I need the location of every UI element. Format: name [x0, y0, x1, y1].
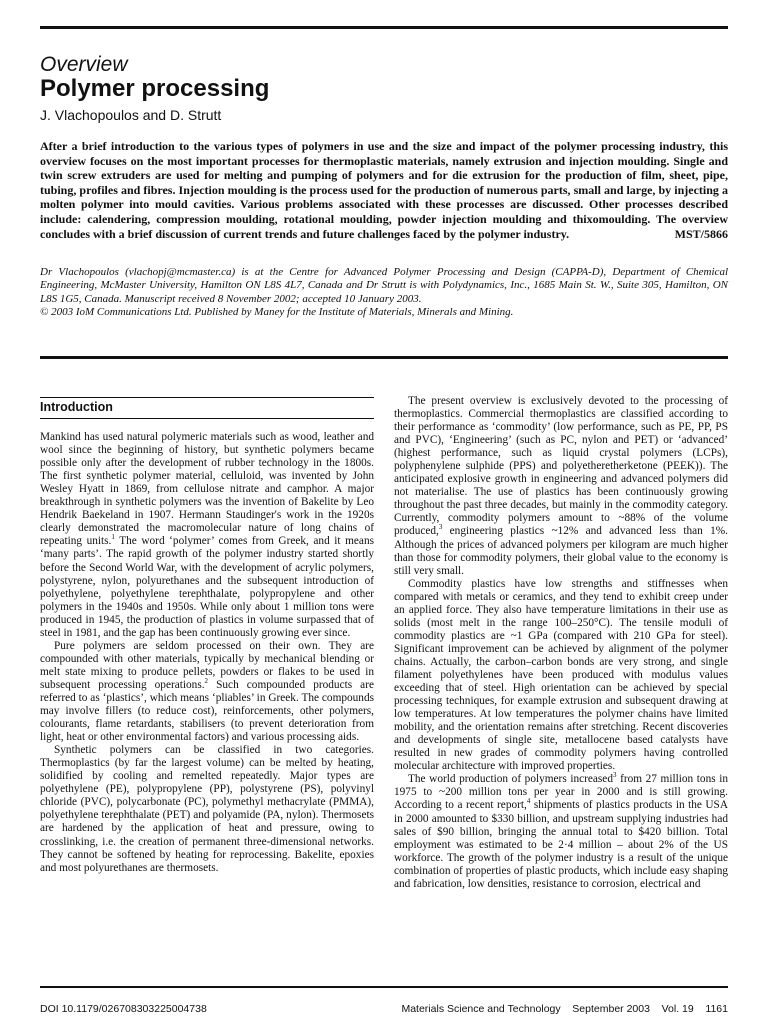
section-heading-introduction: Introduction [40, 400, 113, 414]
author-affiliation [40, 266, 728, 320]
paragraph: The present overview is exclusively devoted to the processing of thermoplastics. Commercial thermoplastics are classified according to their performance as ‘commodity’ (low performance, such as PE, PP, PS and PVC), ‘Engineering’ (such as PC, nylon and PET) or ‘advanced’ (highest performance, such as liquid crystal polymers (LCPs), polyphenylene sulphide (PPS) and polyetheretherketone (PEEK)). The anticipated explosive growth in engineering and advanced polymers did not materialise. The use of plastics has been continuously growing throughout the past three decades, but mainly in the commodity category. Currently, commodity polymers amount to ~88% of the volume produced,$^3$ engineering plastics ~12% and advanced less than 1%. Although the prices of advanced polymers per kilogram are much higher than those for commodity polymers, their global value to the economy is still very small. [394, 395, 728, 577]
paragraph: Synthetic polymers can be classified in two categories. Thermoplastics (by far the largest volume) can be melted by heating, solidified by cooling and remelted repeatedly. Major types are polyethylene (PE), polypropylene (PP), polystyrene (PS), polyvinyl chloride (PVC), polycarbonate (PC), polymethyl methacrylate (PMMA), polyethylene terephthalate (PET) and polyamide (PA, nylon). Thermosets are hardened by the application of heat and pressure, owing to crosslinking, i.e. the creation of permanent three-dimensional networks. They cannot be softened by heating for reprocessing. Bakelite, epoxies and most polyurethanes are thermosets. [40, 744, 374, 874]
journal-name: Materials Science and Technology [401, 1003, 561, 1015]
citation-ref[interactable]: 2 [204, 677, 209, 686]
page-number: 1161 [705, 1003, 728, 1015]
abstract-text: After a brief introduction to the various types of polymers in use and the size and impact of the polymer processing industry, this overview focuses on the most important processes for thermoplastic materials, namely extrusion and injection moulding. Single and twin screw extruders are used for melting and pumping of polymers and for die extrusion for the production of film, sheet, pipe, tubing, profiles and fibres. Injection moulding is the process used for the production of numerous parts, small and large, by injecting a molten polymer into mould cavities. Various problems associated with these processes are discussed. Other processes described include: calendering, compression moulding, rotational moulding, powder injection moulding and thixomoulding. The overview concludes with a brief discussion of current trends and future challenges faced by the polymer industry. [40, 139, 728, 241]
page-footer [40, 1003, 728, 1016]
citation-ref[interactable]: 1 [111, 533, 115, 542]
paragraph: The world production of polymers increased$^3$ from 27 million tons in 1975 to ~200 million tons per year in 2000 and is still growing. According to a recent report,$^4$ shipments of plastics products in the USA in 2000 amounted to $330 billion, and upstream supplying industries had sales of $90 billion, bringing the annual total to $420 billion. Total employment was estimated to be 2·4 million – about 2% of the US workforce. The growth of the polymer industry is a result of the unique combination of properties of plastic products, which include easy shaping and fabrication, low densities, resistance to corrosion, electrical and [394, 771, 729, 890]
top-rule [40, 26, 728, 29]
doi[interactable]: DOI 10.1179/026708303225004738 [40, 1003, 207, 1015]
paragraph: Mankind has used natural polymeric materials such as wood, leather and wool since the beginning of history, but synthetic polymers became possible only after the development of rubber technology in the 1800s. The first synthetic polymer material, celluloid, was invented by John Wesley Hyatt in 1869, from cellulose nitrate and camphor. A major breakthrough in synthetic polymers was the invention of Bakelite by Leo Hendrik Baekeland in 1907. Hermann Staudinger's work in the 1920s clearly demonstrated the macromolecular nature of long chains of repeating units.$^1$ The word ‘polymer’ comes from Greek, and it means ‘many parts’. The rapid growth of the polymer industry started shortly before the Second World War, with the development of acrylic polymers, polystyrene, nylon, polyurethanes and the subsequent introduction of polyethylene, polyethylene terephthalate, polypropylene and other polymers in the 1940s and 1950s. While only about 1 million tons were produced in 1945, the production of plastics in volume surpassed that of steel in 1981, and the gap has been continuously growing ever since. [40, 431, 374, 639]
header-bottom-rule [40, 356, 728, 359]
paragraph: Pure polymers are seldom processed on their own. They are compounded with other materials, typically by mechanical blending or melt state mixing to produce pellets, powders or flakes to be used in subsequent processing operations.$^2$ Such compounded products are referred to as ‘plastics’, which means ‘pliables’ in Greek. The compounds may involve fillers (to reduce cost), reinforcements, other polymers, colourants, flame retardants, stabilisers (to prevent deterioration from light, heat or other environmental factors) and various processing aids. [40, 639, 374, 744]
authors: J. Vlachopoulos and D. Strutt [40, 107, 222, 123]
abstract [40, 139, 728, 241]
volume: Vol. 19 [661, 1003, 694, 1015]
affiliation-text: Dr Vlachopoulos (vlachopj@mcmaster.ca) is at the Centre for Advanced Polymer Processing and Design (CAPPA-D), Department of Chemical Engineering, McMaster University, Hamilton ON L8S 4L7, Canada and Dr Strutt is with Polydynamics, Inc., 1685 Main St. W., Suite 305, Hamilton, ON L8S 1G5, Canada. Manuscript received 8 November 2002; accepted 10 January 2003. [40, 266, 728, 305]
citation-ref[interactable]: 4 [526, 797, 531, 806]
intro-heading-bottom-rule [40, 418, 374, 419]
right-column [394, 395, 728, 891]
issue-date: September 2003 [572, 1003, 650, 1015]
footer-rule [40, 986, 728, 988]
paragraph: Commodity plastics have low strengths and stiffnesses when compared with metals or ceramics, and they tend to exhibit creep under an applied force. They also have temperature limitations in their use as solids (most melt in the range 100–250°C). The tensile moduli of commodity plastics are ~1 GPa (compared with 210 GPa for steel). Significant improvement can be achieved by alignment of the polymer chains. Actually, the carbon–carbon bonds are very strong, and single filament polyethylenes have been produced with modulus values exceeding that of steel. High orientation can be achieved by special processing techniques, for example extrusion and subsequent drawing at low temperatures. At low temperatures the polymer chains have limited mobility, and the orientation remains after stretching. Recent discoveries and developments of single site, metallocene based catalysts have resulted in new grades of commodity polymers having controlled molecular architecture with improved properties. [394, 577, 728, 773]
journal-info [401, 1003, 728, 1016]
article-type-kicker: Overview [40, 53, 128, 76]
manuscript-code: MST/5866 [674, 226, 728, 241]
citation-ref[interactable]: 3 [612, 771, 617, 780]
left-column [40, 395, 374, 875]
citation-ref[interactable]: 3 [438, 523, 443, 532]
page-title: Polymer processing [40, 75, 270, 102]
intro-heading-top-rule [40, 397, 374, 398]
copyright-notice: © 2003 IoM Communications Ltd. Published by Maney for the Institute of Materials, Minerals and Mining. [40, 306, 514, 319]
